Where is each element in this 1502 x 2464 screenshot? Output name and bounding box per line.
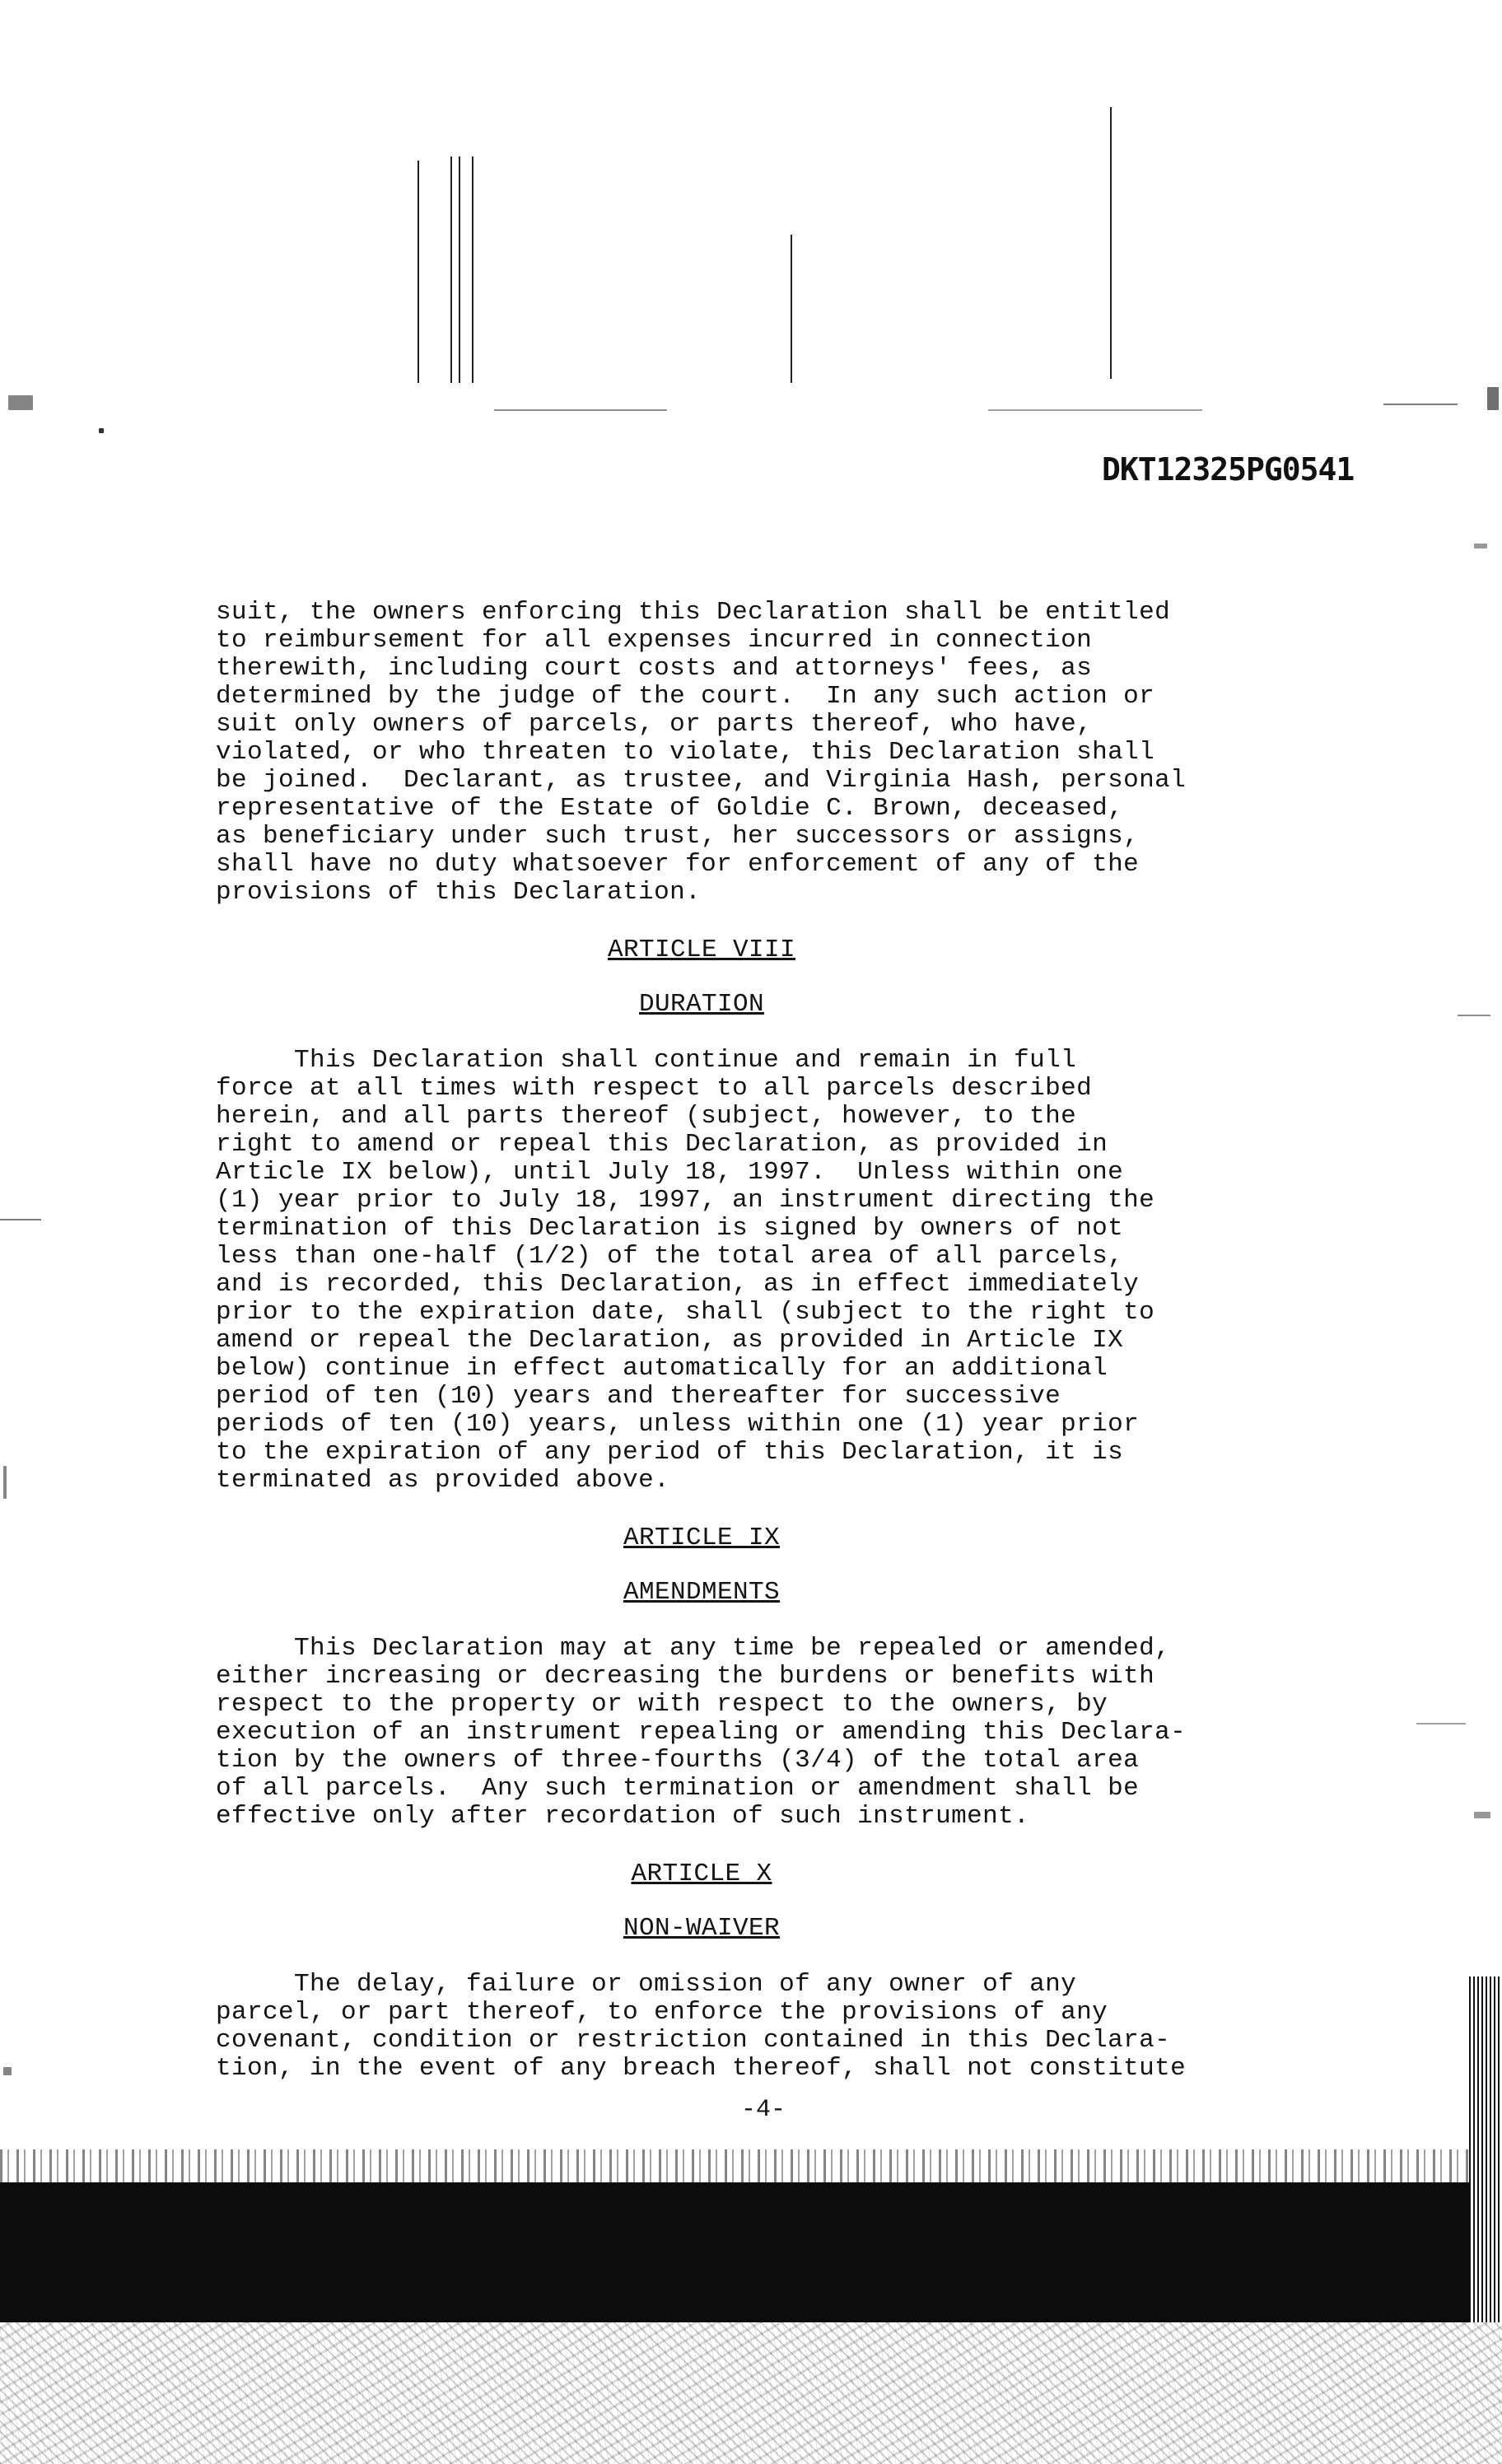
scan-artifact-dash [988, 409, 1202, 411]
heading-amendments: AMENDMENTS [623, 1578, 781, 1607]
scan-speck [3, 2067, 12, 2075]
scan-artifact-dash [1458, 1015, 1490, 1016]
scan-artifact-dash [1383, 404, 1458, 405]
scan-black-band [0, 2182, 1502, 2322]
scan-speck [99, 428, 104, 433]
scan-artifact-dash [1416, 1723, 1466, 1724]
docket-stamp: DKT12325PG0541 [1102, 451, 1355, 488]
paragraph-enforcement: suit, the owners enforcing this Declaration shall be entitled to reimbursement for all expenses incurred in connection therewith, including court costs and attorneys' fees, as determined by the judge of the court. In any such action or suit only owners of parcels, or parts thereof, who have, violated, or who threaten to violate, this Declaration shall be joined. Declarant, as trustee, and Virginia Hash, personal representative of the Estate of Goldie C. Brown, deceased, as beneficiary under such trust, her successors or assigns, shall have no duty whatsoever for enforcement of any of the provisions of this Declaration. [216, 598, 1187, 907]
scan-edge-bars [1469, 1976, 1502, 2322]
scan-artifact-line [791, 235, 792, 383]
heading-duration: DURATION [638, 990, 765, 1019]
scan-artifact-line [450, 156, 452, 383]
scan-speck [3, 1466, 7, 1499]
page-number: -4- [740, 2096, 786, 2124]
paragraph-duration: This Declaration shall continue and remain in full force at all times with respect to all parcels described herein, and all parts thereof (subject, however, to the right to amend or repeal this Declaration, as provided in Article IX below), until July 18, 1997. Unless within one (1) year prior to July 18, 1997, an instrument directing the termination of this Declaration is signed by owners of not less than one-half (1/2) of the total area of all parcels, and is recorded, this Declaration, as in effect immediately prior to the expiration date, shall (subject to the right to amend or repeal the Declaration, as provided in Article IX below) continue in effect automatically for an additional period of ten (10) years and thereafter for successive periods of ten (10) years, unless within one (1) year prior to the expiration of any period of this Declaration, it is terminated as provided above. [216, 1046, 1155, 1495]
scan-artifact-line [417, 161, 419, 383]
scan-noise [0, 2322, 1502, 2464]
paragraph-non-waiver: The delay, failure or omission of any owner of any parcel, or part thereof, to enforce the provisions of any covenant, condition or restriction contained in this Declara- tion, in the event of any breach thereof, shall not constitute [216, 1970, 1187, 2083]
scan-artifact-line [472, 156, 473, 383]
scan-artifact-dash [494, 409, 667, 411]
paragraph-amendments: This Declaration may at any time be repealed or amended, either increasing or decreasing the burdens or benefits with respect to the property or with respect to the owners, by execution of an instrument repealing or amending this Declara- tion by the owners of three-fourths (3/4) of the total area of all parcels. Any such termination or amendment shall be effective only after recordation of such instrument. [216, 1634, 1187, 1831]
scan-artifact-line [1110, 107, 1112, 379]
scan-artifact-line [459, 156, 460, 383]
scan-speck [1487, 387, 1499, 410]
heading-article-viii: ARTICLE VIII [607, 936, 796, 964]
scan-speck [8, 395, 33, 410]
heading-article-x: ARTICLE X [631, 1860, 772, 1888]
scan-artifact-dash [0, 1219, 41, 1220]
document-body [216, 599, 1336, 2083]
heading-non-waiver: NON-WAIVER [623, 1914, 781, 1943]
scan-speck [1474, 1812, 1490, 1818]
scan-speck [1474, 544, 1487, 548]
heading-article-ix: ARTICLE IX [623, 1524, 781, 1552]
